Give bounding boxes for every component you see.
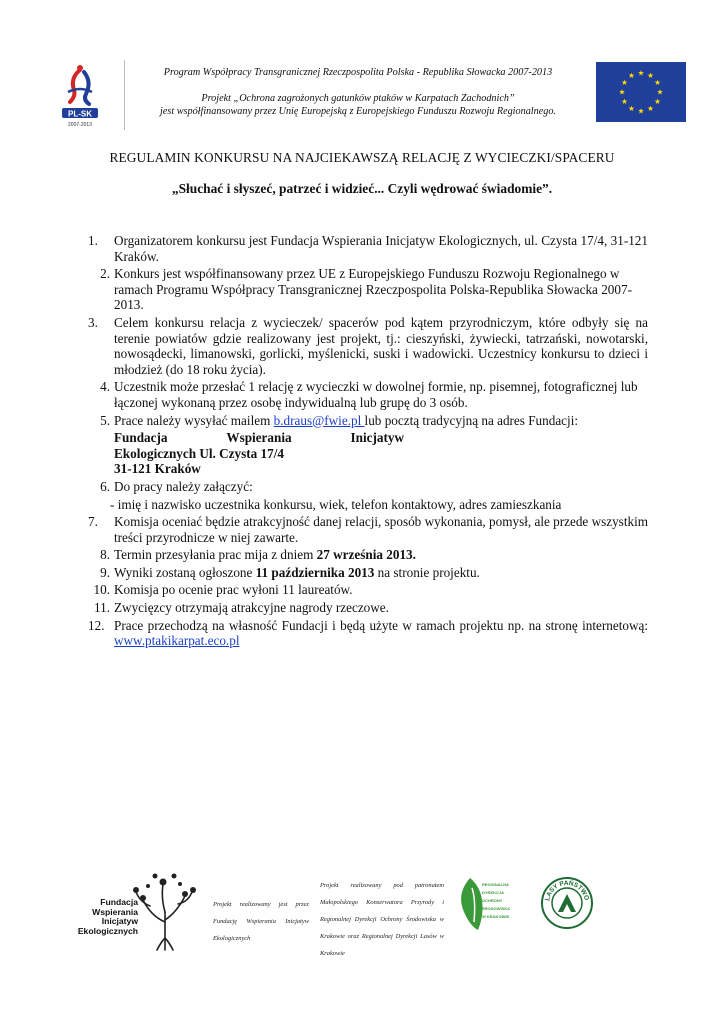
- website-link[interactable]: www.ptakikarpat.eco.pl: [114, 633, 240, 649]
- eu-star-icon: ★: [654, 78, 661, 88]
- rule-number: 3.: [88, 314, 98, 330]
- address-line-1: [114, 430, 404, 446]
- svg-text:REGIONALNA: REGIONALNA: [482, 882, 509, 887]
- rule-11: [88, 600, 648, 616]
- rule-number: 10.: [93, 582, 110, 598]
- rule-number: 9.: [100, 564, 110, 580]
- eu-star-icon: ★: [647, 104, 654, 114]
- eu-star-icon: ★: [647, 71, 654, 81]
- rule-text: Prace należy wysyłać mailem: [114, 412, 274, 428]
- email-link[interactable]: b.draus@fwie.pl: [273, 412, 365, 428]
- eu-star-icon: ★: [637, 106, 645, 116]
- rule-number: 4.: [100, 379, 110, 395]
- svg-text:DYREKCJA: DYREKCJA: [482, 890, 505, 895]
- rule-5: [88, 413, 648, 429]
- rule-text: Uczestnik może przesłać 1 relację z wycieczki w dowolnej formie, np. pisemnej, fotograficznej lub łączonej wykonaną przez osobę indywidualną lub grupę do 3 osób.: [114, 379, 638, 410]
- fund-line: Inicjatyw: [101, 916, 138, 927]
- rule-7: [88, 514, 648, 545]
- rule-text: lub pocztą tradycyjną na adres Fundacji:: [364, 412, 579, 428]
- fund-line: Wspierania: [92, 906, 138, 917]
- footer-realized-note: Projekt realizowany jest przez Fundację Wspierania Inicjatyw Ekologicznych: [213, 901, 309, 942]
- fund-line: Fundacja: [100, 897, 138, 907]
- header-program: Program Współpracy Transgranicznej Rzeczpospolita Polska - Republika Słowacka 2007-2013: [163, 67, 553, 78]
- rule-number: 5.: [100, 412, 110, 428]
- svg-text:ŚRODOWISKA: ŚRODOWISKA: [482, 906, 510, 911]
- rule-text: Komisja oceniać będzie atrakcyjność danej relacji, sposób wykonania, pomysł, ale przede wszystkim treści przyrodnicze w niej zawarte.: [114, 514, 648, 545]
- motto: „Słuchać i słyszeć, patrzeć i widzieć... Czyli wędrować świadomie”.: [171, 181, 553, 196]
- rule-text: Organizatorem konkursu jest Fundacja Wspierania Inicjatyw Ekologicznych, ul. Czysta 17/4, 31-121 Kraków.: [114, 233, 648, 264]
- logo-text: PL-SK: [68, 109, 92, 119]
- fundation-address: [88, 430, 648, 477]
- rule-6-sub: - imię i nazwisko uczestnika konkursu, wiek, telefon kontaktowy, adres zamieszkania: [110, 496, 562, 512]
- rule-number: 7.: [88, 514, 98, 530]
- rule-3: [88, 315, 648, 377]
- rule-text: Konkurs jest współfinansowany przez UE z Europejskiego Funduszu Rozwoju Regionalnego w ramach Programu Współpracy Transgranicznej Rzeczpospolita Polska-Republika Słowacka 2007-2013.: [114, 266, 632, 313]
- rdos-logo: [456, 874, 518, 934]
- eu-star-icon: ★: [656, 87, 664, 97]
- logo-years: 2007-2013: [68, 122, 92, 128]
- eu-star-icon: ★: [628, 71, 635, 81]
- address-word: Fundacja: [114, 430, 168, 446]
- rule-text: Prace przechodzą na własność Fundacji i będą użyte w ramach projektu np. na stronę internetową:: [114, 617, 648, 633]
- eu-star-icon: ★: [621, 97, 628, 107]
- header-cofinanced: jest współfinansowany przez Unię Europejską z Europejskiego Funduszu Rozwoju Regionalnego.: [160, 106, 556, 117]
- eu-star-icon: ★: [618, 87, 626, 97]
- pl-sk-logo: [36, 62, 124, 132]
- rule-4: [88, 379, 648, 410]
- rule-number: 12.: [88, 617, 105, 633]
- address-line-3: 31-121 Kraków: [114, 461, 201, 477]
- svg-text:OCHRONY: OCHRONY: [482, 898, 503, 903]
- rule-text: Komisja po ocenie prac wyłoni 11 laureatów.: [114, 582, 353, 598]
- rule-number: 1.: [88, 233, 98, 248]
- rule-number: 11.: [94, 600, 110, 616]
- svg-text:W KRAKOWIE: W KRAKOWIE: [482, 914, 510, 919]
- page-title: REGULAMIN KONKURSU NA NAJCIEKAWSZĄ RELACJĘ Z WYCIECZKI/SPACERU: [109, 150, 615, 165]
- rule-number: 6.: [100, 478, 110, 494]
- rule-9: [88, 565, 648, 581]
- eu-star-icon: ★: [637, 68, 645, 78]
- rule-text: Celem konkursu relacja z wycieczek/ spacerów pod kątem przyrodniczym, które odbyły się na terenie powiatów gdzie realizowany jest projekt, tj.: cieszyński, żywiecki, tatrzański, nowotarski, nowosądecki, limanowski, gorlicki, myślenicki, suski i wadowicki. Uczestnicy konkursu to dzieci i młodzież (do 18 roku życia).: [114, 314, 648, 377]
- rule-8: [88, 547, 648, 563]
- eu-star-icon: ★: [621, 78, 628, 88]
- rule-number: 8.: [100, 547, 110, 563]
- eu-star-icon: ★: [654, 97, 661, 107]
- svg-text:LASY PAŃSTWOWE: LASY PAŃSTWO: [544, 879, 590, 902]
- header-project: Projekt „Ochrona zagrożonych gatunków ptaków w Karpatach Zachodnich”: [201, 93, 515, 104]
- fundacja-logo-text: [60, 898, 138, 936]
- rule-text: Termin przesyłania prac mija z dniem: [114, 547, 317, 563]
- deadline-date: 27 września 2013.: [316, 547, 416, 563]
- rule-text: Wyniki zostaną ogłoszone: [114, 564, 256, 580]
- footer-patronage-note: Projekt realizowany pod patronatem Małopolskiego Konserwatora Przyrody i Regionalnej Dyrekcji Ochrony Środowiska w Krakowie oraz Regionalnej Dyrekcji Lasów w Krakowie: [320, 882, 444, 957]
- rule-text: na stronie projektu.: [374, 564, 480, 580]
- address-word: Wspierania: [226, 430, 292, 446]
- rule-10: [88, 582, 648, 598]
- rule-text: Zwycięzcy otrzymają atrakcyjne nagrody rzeczowe.: [114, 600, 389, 616]
- address-word: Inicjatyw: [350, 430, 404, 446]
- rule-number: 2.: [100, 266, 110, 282]
- eu-star-icon: ★: [628, 104, 635, 114]
- fund-line: Ekologicznych: [77, 925, 138, 936]
- rule-1: [88, 233, 648, 264]
- rule-2: [88, 266, 648, 313]
- address-line-2: Ekologicznych Ul. Czysta 17/4: [114, 445, 284, 461]
- rules-list: [88, 233, 648, 651]
- lasy-panstwowe-logo: [540, 876, 594, 930]
- rule-6: [88, 479, 648, 495]
- rule-12: [88, 618, 648, 649]
- eu-flag-logo: [596, 62, 686, 122]
- header-divider: [124, 60, 125, 130]
- rule-text: Do pracy należy załączyć:: [114, 478, 253, 494]
- results-date: 11 października 2013: [255, 564, 375, 580]
